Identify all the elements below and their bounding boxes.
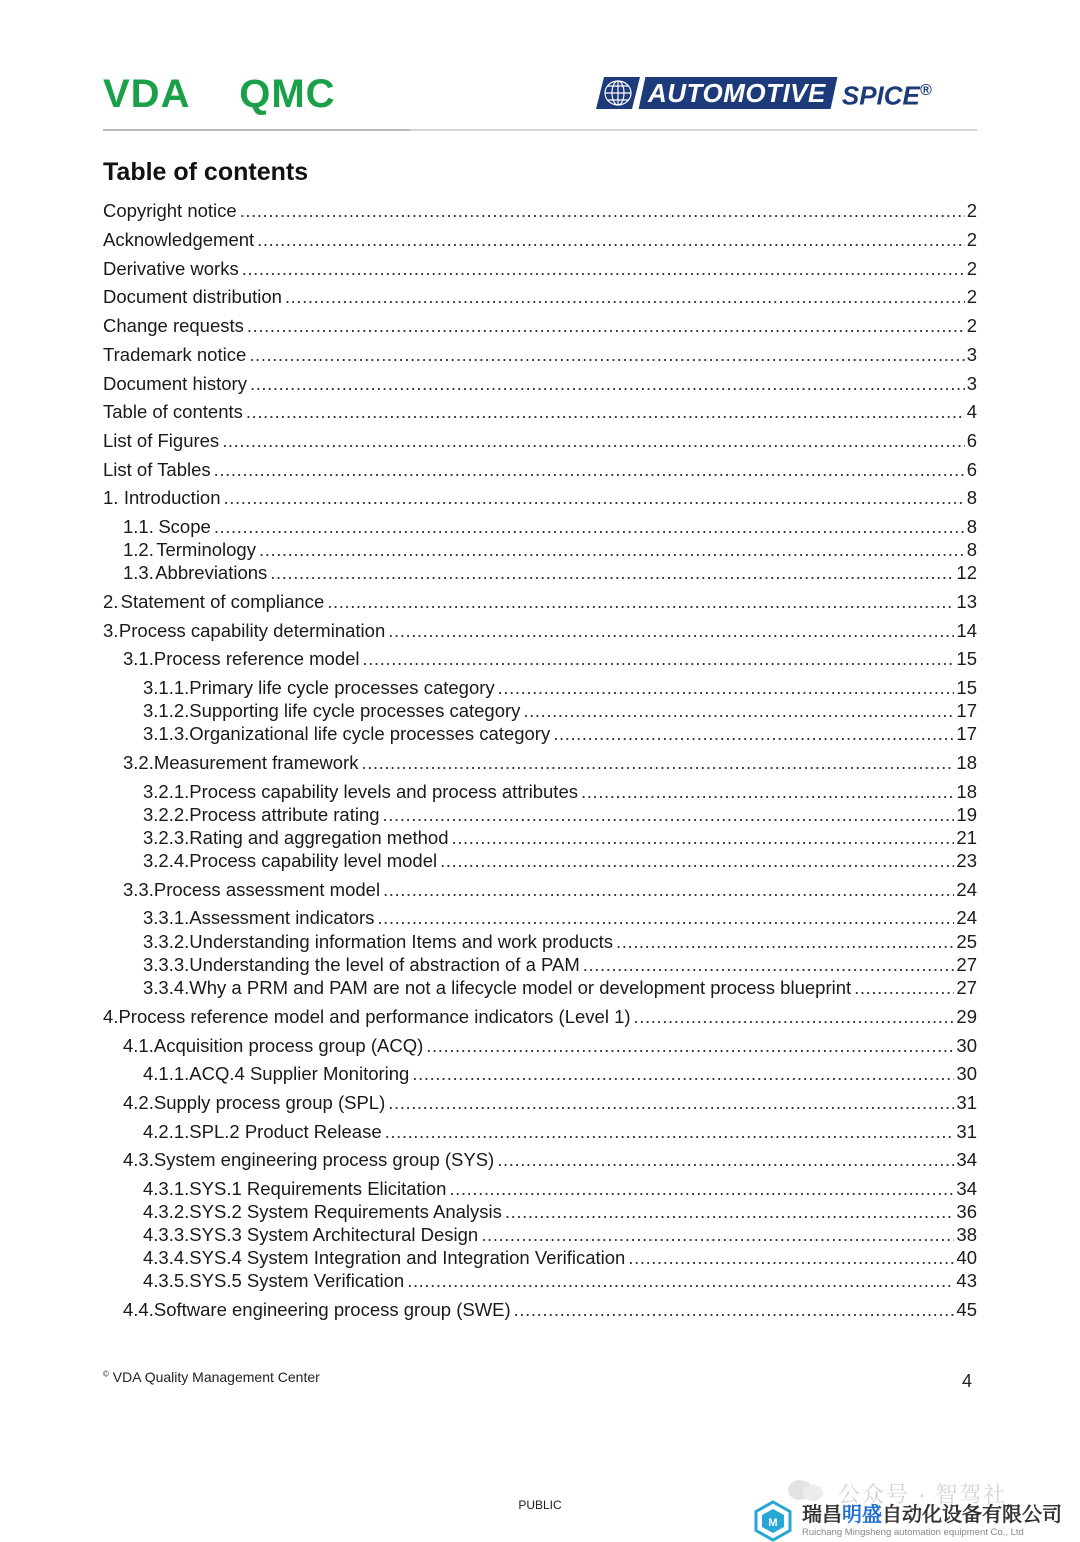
toc-entry[interactable] <box>123 647 977 671</box>
toc-entry-page: 31 <box>956 1121 977 1142</box>
toc-entry-number: 3.2.4. <box>143 850 190 871</box>
toc-entry-title: Process reference model and performance indicators (Level 1) <box>118 1006 631 1027</box>
toc-entry-page: 34 <box>956 1149 977 1170</box>
toc-dot-leader <box>407 1269 954 1293</box>
toc-entry-number: 3.3.4. <box>143 977 190 998</box>
toc-dot-leader <box>259 538 965 562</box>
footer-copyright: © VDA Quality Management Center <box>103 1369 320 1385</box>
toc-dot-leader <box>250 372 965 396</box>
toc-entry[interactable] <box>143 676 977 700</box>
toc-entry-number: 4.2. <box>123 1092 154 1113</box>
toc-dot-leader <box>242 257 965 281</box>
toc-entry-title: SYS.3 System Architectural Design <box>189 1224 479 1245</box>
toc-entry-title: Table of contents <box>103 401 243 422</box>
toc-entry-number: 4.3.3. <box>143 1224 190 1245</box>
toc-dot-leader <box>224 486 965 510</box>
toc-entry[interactable] <box>123 878 977 902</box>
toc-entry-page: 38 <box>956 1224 977 1245</box>
toc-entry-number: 3.1. <box>123 648 154 669</box>
toc-entry-page: 18 <box>956 781 977 802</box>
toc-entry-page: 24 <box>956 879 977 900</box>
toc-entry-page: 31 <box>956 1092 977 1113</box>
toc-entry-number: 4.1. <box>123 1035 154 1056</box>
toc-entry[interactable] <box>143 699 977 723</box>
toc-entry[interactable] <box>103 486 977 510</box>
header-divider-left <box>103 129 410 131</box>
toc-entry[interactable] <box>123 538 977 562</box>
toc-entry-title: System engineering process group (SYS) <box>153 1149 495 1170</box>
toc-entry-title: List of Figures <box>103 430 220 451</box>
toc-entry[interactable] <box>103 1005 977 1029</box>
toc-entry-page: 25 <box>956 931 977 952</box>
toc-dot-leader <box>361 751 954 775</box>
toc-entry-page: 45 <box>956 1299 977 1320</box>
toc-entry[interactable] <box>103 590 977 614</box>
toc-entry[interactable] <box>103 400 977 424</box>
toc-entry-page: 17 <box>956 700 977 721</box>
toc-dot-leader <box>553 722 954 746</box>
toc-entry-number: 4.3. <box>123 1149 154 1170</box>
toc-entry[interactable] <box>123 1091 977 1115</box>
toc-entry-title: Measurement framework <box>153 752 359 773</box>
toc-entry-page: 21 <box>956 827 977 848</box>
toc-entry[interactable] <box>143 1120 977 1144</box>
toc-dot-leader <box>634 1005 955 1029</box>
toc-entry-page: 34 <box>956 1178 977 1199</box>
toc-entry-number: 3.2.2. <box>143 804 190 825</box>
toc-entry-title: Process assessment model <box>153 879 381 900</box>
qmc-logo-text: QMC <box>239 72 336 116</box>
toc-entry-number: 2. <box>103 591 119 612</box>
toc-dot-leader <box>222 429 965 453</box>
toc-entry-title: Organizational life cycle processes category <box>189 723 551 744</box>
toc-entry-page: 17 <box>956 723 977 744</box>
toc-entry-number: 1.1. <box>123 516 154 537</box>
toc-dot-leader <box>388 1091 954 1115</box>
toc-entry-number: 4.4. <box>123 1299 154 1320</box>
toc-dot-leader <box>628 1246 954 1270</box>
toc-entry-page: 13 <box>956 591 977 612</box>
toc-entry[interactable] <box>103 619 977 643</box>
toc-entry-title: SYS.5 System Verification <box>189 1270 405 1291</box>
toc-entry-page: 36 <box>956 1201 977 1222</box>
toc-entry-page: 12 <box>956 562 977 583</box>
toc-entry[interactable] <box>103 429 977 453</box>
toc-entry-title: SPL.2 Product Release <box>189 1121 382 1142</box>
toc-entry-page: 40 <box>956 1247 977 1268</box>
toc-entry-number: 1.3. <box>123 562 154 583</box>
toc-entry-page: 15 <box>956 677 977 698</box>
toc-dot-leader <box>523 699 954 723</box>
toc-entry-page: 27 <box>956 977 977 998</box>
toc-entry-number: 1. <box>103 487 119 508</box>
toc-entry-number: 3.1.3. <box>143 723 190 744</box>
toc-entry-page: 18 <box>956 752 977 773</box>
toc-entry-number: 3.2.3. <box>143 827 190 848</box>
toc-entry-page: 8 <box>966 487 977 508</box>
toc-dot-leader <box>214 515 965 539</box>
toc-entry-page: 2 <box>966 315 977 336</box>
toc-entry-number: 3.1.1. <box>143 677 190 698</box>
globe-grid-icon <box>596 77 640 109</box>
watermark-faint-text: 公众号 · 智驾社 <box>838 1482 1008 1507</box>
toc-entry-title: Rating and aggregation method <box>189 827 449 848</box>
toc-entry[interactable] <box>123 561 977 585</box>
toc-entry-page: 14 <box>956 620 977 641</box>
toc-dot-leader <box>388 619 954 643</box>
company-name-en: Ruichang Mingsheng automation equipment Co., Ltd <box>802 1527 1024 1538</box>
toc-entry-page: 8 <box>966 539 977 560</box>
toc-entry[interactable] <box>103 314 977 338</box>
toc-entry-page: 6 <box>966 430 977 451</box>
toc-entry-title: Supporting life cycle processes category <box>189 700 521 721</box>
toc-entry-title: Acknowledgement <box>103 229 255 250</box>
toc-dot-leader <box>327 590 954 614</box>
toc-entry-title: Process capability level model <box>189 850 438 871</box>
toc-entry[interactable] <box>103 257 977 281</box>
toc-entry-page: 24 <box>956 907 977 928</box>
toc-entry-page: 29 <box>956 1006 977 1027</box>
toc-entry[interactable] <box>143 953 977 977</box>
toc-dot-leader <box>383 803 955 827</box>
toc-entry-number: 3. <box>103 620 119 641</box>
toc-entry-page: 19 <box>956 804 977 825</box>
toc-entry-title: Introduction <box>123 487 221 508</box>
toc-dot-leader <box>498 676 955 700</box>
toc-entry[interactable] <box>143 1062 977 1086</box>
toc-entry-number: 4.2.1. <box>143 1121 190 1142</box>
toc-entry-title: Copyright notice <box>103 200 237 221</box>
toc-entry[interactable] <box>143 1200 977 1224</box>
toc-entry-number: 4. <box>103 1006 119 1027</box>
toc-entry-number: 4.3.4. <box>143 1247 190 1268</box>
toc-dot-leader <box>257 228 965 252</box>
toc-entry-page: 30 <box>956 1035 977 1056</box>
toc-entry-number: 1.2. <box>123 539 154 560</box>
toc-dot-leader <box>497 1148 954 1172</box>
toc-dot-leader <box>247 314 965 338</box>
toc-entry[interactable] <box>143 1269 977 1293</box>
toc-entry-page: 2 <box>966 229 977 250</box>
toc-dot-leader <box>449 1177 954 1201</box>
footer-page-number: 4 <box>962 1371 973 1391</box>
toc-entry[interactable] <box>123 515 977 539</box>
toc-entry-number: 4.3.1. <box>143 1178 190 1199</box>
toc-dot-leader <box>240 199 965 223</box>
toc-entry-number: 3.2. <box>123 752 154 773</box>
toc-entry-page: 4 <box>966 401 977 422</box>
toc-entry-title: Process capability levels and process attributes <box>189 781 578 802</box>
toc-entry-title: Assessment indicators <box>189 907 375 928</box>
toc-dot-leader <box>481 1223 954 1247</box>
toc-entry-title: SYS.2 System Requirements Analysis <box>189 1201 502 1222</box>
toc-entry-title: SYS.1 Requirements Elicitation <box>189 1178 447 1199</box>
toc-entry-page: 2 <box>966 286 977 307</box>
toc-entry[interactable] <box>143 849 977 873</box>
automotive-wordmark: AUTOMOTIVE <box>639 77 838 109</box>
toc-entry-title: SYS.4 System Integration and Integration Verification <box>189 1247 626 1268</box>
toc-entry-title: Terminology <box>156 539 256 560</box>
toc-entry[interactable] <box>103 228 977 252</box>
toc-entry[interactable] <box>143 976 977 1000</box>
toc-entry[interactable] <box>103 458 977 482</box>
toc-dot-leader <box>363 647 955 671</box>
toc-entry-title: Primary life cycle processes category <box>189 677 495 698</box>
toc-entry[interactable] <box>123 1298 977 1322</box>
toc-entry-page: 43 <box>956 1270 977 1291</box>
toc-dot-leader <box>246 400 965 424</box>
toc-entry-page: 15 <box>956 648 977 669</box>
toc-dot-leader <box>377 906 954 930</box>
toc-entry[interactable] <box>143 826 977 850</box>
toc-entry-number: 3.3. <box>123 879 154 900</box>
toc-dot-leader <box>285 285 965 309</box>
toc-entry[interactable] <box>143 1223 977 1247</box>
toc-entry[interactable] <box>143 930 977 954</box>
toc-entry-title: Supply process group (SPL) <box>153 1092 386 1113</box>
toc-entry-number: 3.3.3. <box>143 954 190 975</box>
toc-entry-title: List of Tables <box>103 459 211 480</box>
toc-entry-title: Software engineering process group (SWE) <box>153 1299 511 1320</box>
toc-entry[interactable] <box>123 751 977 775</box>
vda-qmc-logo <box>103 72 336 116</box>
toc-entry-number: 3.2.1. <box>143 781 190 802</box>
toc-entry-title: Derivative works <box>103 258 239 279</box>
toc-dot-leader <box>249 343 964 367</box>
toc-entry-title: Abbreviations <box>155 562 268 583</box>
toc-entry-title: ACQ.4 Supplier Monitoring <box>189 1063 410 1084</box>
toc-entry-title: Scope <box>158 516 211 537</box>
vda-logo-text: VDA <box>103 72 189 116</box>
toc-dot-leader <box>854 976 954 1000</box>
toc-entry[interactable] <box>143 1246 977 1270</box>
toc-entry-page: 23 <box>956 850 977 871</box>
toc-entry[interactable] <box>143 780 977 804</box>
toc-entry-title: Process capability determination <box>118 620 386 641</box>
toc-entry-title: Change requests <box>103 315 244 336</box>
toc-entry-title: Statement of compliance <box>120 591 325 612</box>
toc-entry[interactable] <box>143 722 977 746</box>
toc-entry[interactable] <box>103 372 977 396</box>
toc-entry-title: Document history <box>103 373 247 394</box>
toc-entry-title: Acquisition process group (ACQ) <box>153 1035 424 1056</box>
toc-entry-page: 8 <box>966 516 977 537</box>
company-watermark <box>752 1500 1080 1542</box>
toc-dot-leader <box>452 826 955 850</box>
svg-text:M: M <box>768 1517 778 1529</box>
toc-entry[interactable] <box>143 1177 977 1201</box>
toc-entry-title: Process attribute rating <box>189 804 380 825</box>
toc-entry[interactable] <box>143 803 977 827</box>
toc-dot-leader <box>412 1062 954 1086</box>
toc-dot-leader <box>214 458 965 482</box>
toc-entry-page: 6 <box>966 459 977 480</box>
toc-entry[interactable] <box>143 906 977 930</box>
toc-entry[interactable] <box>123 1034 977 1058</box>
toc-entry-page: 3 <box>966 373 977 394</box>
toc-dot-leader <box>270 561 954 585</box>
toc-entry-number: 3.1.2. <box>143 700 190 721</box>
toc-entry-page: 2 <box>966 200 977 221</box>
classification-label: PUBLIC <box>518 1498 562 1512</box>
toc-entry-title: Why a PRM and PAM are not a lifecycle model or development process blueprint <box>189 977 852 998</box>
toc-dot-leader <box>385 1120 955 1144</box>
toc-dot-leader <box>505 1200 955 1224</box>
toc-entry-page: 2 <box>966 258 977 279</box>
toc-entry-number: 3.3.1. <box>143 907 190 928</box>
toc-dot-leader <box>383 878 954 902</box>
toc-entry-title: Trademark notice <box>103 344 247 365</box>
toc-entry-page: 3 <box>966 344 977 365</box>
toc-entry-page: 30 <box>956 1063 977 1084</box>
toc-entry-number: 4.1.1. <box>143 1063 190 1084</box>
toc-entry[interactable] <box>103 343 977 367</box>
toc-entry-title: Understanding information Items and work products <box>189 931 613 952</box>
toc-dot-leader <box>583 953 955 977</box>
toc-entry-title: Process reference model <box>153 648 360 669</box>
company-name-cn: 瑞昌明盛自动化设备有限公司 <box>802 1504 1062 1526</box>
toc-entry[interactable] <box>103 199 977 223</box>
automotive-spice-logo <box>596 77 932 109</box>
toc-dot-leader <box>440 849 954 873</box>
company-hexagon-logo-icon <box>752 1500 794 1542</box>
page-title: Table of contents <box>103 158 309 186</box>
toc-dot-leader <box>514 1298 955 1322</box>
toc-entry-page: 27 <box>956 954 977 975</box>
toc-entry-number: 3.3.2. <box>143 931 190 952</box>
toc-entry[interactable] <box>123 1148 977 1172</box>
toc-dot-leader <box>581 780 954 804</box>
toc-entry-title: Document distribution <box>103 286 282 307</box>
toc-entry-number: 4.3.2. <box>143 1201 190 1222</box>
toc-dot-leader <box>616 930 954 954</box>
toc-dot-leader <box>426 1034 954 1058</box>
toc-entry-number: 4.3.5. <box>143 1270 190 1291</box>
toc-entry[interactable] <box>103 285 977 309</box>
spice-wordmark: SPICE® <box>841 80 932 111</box>
header-divider-right <box>410 129 977 131</box>
toc-entry-title: Understanding the level of abstraction of a PAM <box>189 954 580 975</box>
